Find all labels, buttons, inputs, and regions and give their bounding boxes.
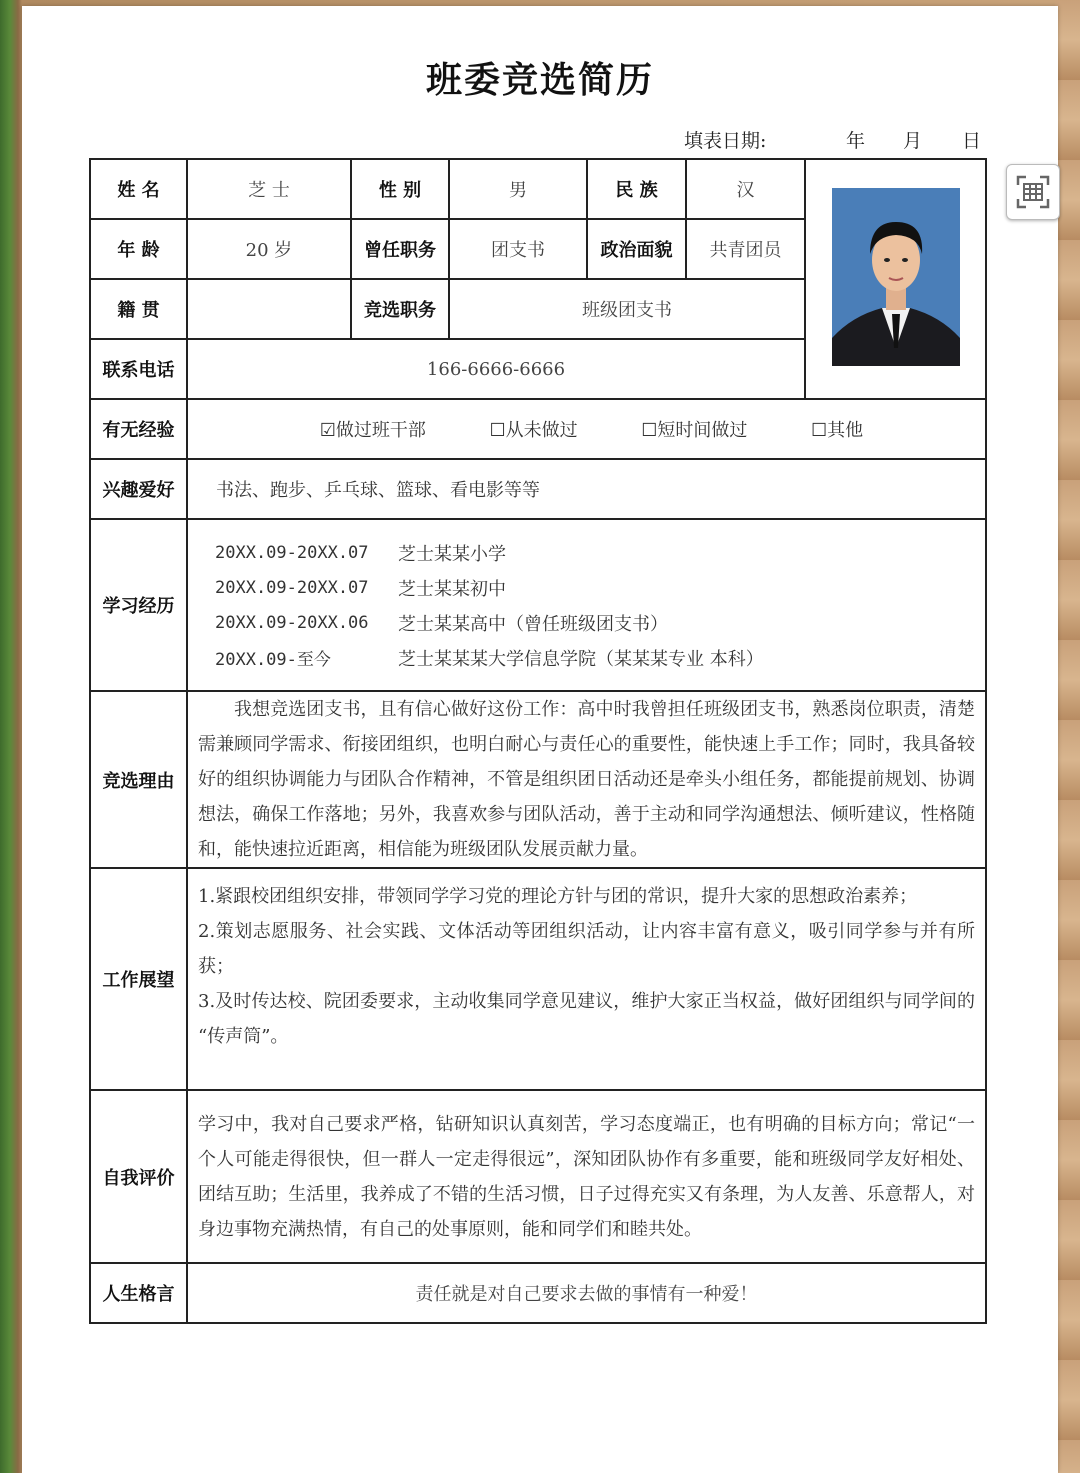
list-item [188, 640, 985, 675]
edu-period: 20XX.09-20XX.07 [215, 577, 369, 598]
outlook-item: 2.策划志愿服务、社会实践、文体活动等团组织活动，让内容丰富有意义，吸引同学参与并有所获； [198, 921, 975, 977]
list-item [188, 535, 985, 570]
scan-icon [1016, 175, 1050, 209]
id-photo [832, 188, 960, 366]
origin-value [187, 279, 351, 339]
outlook-cell [187, 868, 986, 1090]
age-label: 年 龄 [90, 219, 187, 279]
self-eval-cell [187, 1090, 986, 1263]
page-title: 班委竞选简历 [425, 59, 654, 101]
hobby-value: 书法、跑步、乒乓球、篮球、看电影等等 [187, 459, 986, 519]
education-list [187, 519, 986, 691]
edu-school: 芝士某某初中 [398, 578, 506, 600]
gender-label: 性 别 [351, 159, 449, 219]
run-role-value: 班级团支书 [449, 279, 805, 339]
origin-label: 籍 贯 [90, 279, 187, 339]
name-value: 芝 士 [187, 159, 351, 219]
reason-text: 我想竞选团支书，且有信心做好这份工作：高中时我曾担任班级团支书，熟悉岗位职责，清楚需兼顾同学需求、衔接团组织，也明白耐心与责任心的重要性，能快速上手工作；同时，我具备较好的组织协调能力与团队合作精神，不管是组织团日活动还是牵头小组任务，都能提前规划、协调想法，确保工作落地；另外，我喜欢参与团队活动，善于主动和同学沟通想法、倾听建议，性格随和，能快速拉近距离，相信能为班级团队发展贡献力量。 [198, 699, 975, 860]
list-item [188, 570, 985, 605]
outlook-item: 3.及时传达校、院团委要求，主动收集同学意见建议，维护大家正当权益，做好团组织与同学间的 “传声筒”。 [198, 991, 975, 1047]
political-label: 政治面貌 [587, 219, 686, 279]
edu-school: 芝士某某小学 [398, 543, 506, 565]
scan-button[interactable] [1006, 164, 1060, 220]
edu-period: 20XX.09-20XX.07 [215, 542, 369, 563]
education-label: 学习经历 [90, 519, 187, 691]
age-value: 20 岁 [187, 219, 351, 279]
hobby-label: 兴趣爱好 [90, 459, 187, 519]
outlook-item: 1.紧跟校团组织安排，带领同学学习党的理论方针与团的常识，提升大家的思想政治素养； [198, 886, 918, 907]
motto-label: 人生格言 [90, 1263, 187, 1323]
political-value: 共青团员 [686, 219, 805, 279]
date-month: 月 [903, 130, 923, 152]
ethnic-value: 汉 [686, 159, 805, 219]
date-label: 填表日期: [684, 130, 767, 152]
self-eval-text: 学习中，我对自己要求严格，钻研知识认真刻苦，学习态度端正，也有明确的目标方向；常记“一个人可能走得很快，但一群人一定走得很远”，深知团队协作有多重要，能和班级同学友好相处、团结互助；生活里，我养成了不错的生活习惯，日子过得充实又有条理，为人友善、乐意帮人，对身边事物充满热情，有自己的处事原则，能和同学们和睦共处。 [198, 1113, 975, 1240]
experience-options [187, 399, 986, 459]
edu-period: 20XX.09-至今 [215, 650, 331, 670]
reason-label: 竞选理由 [90, 691, 187, 868]
outlook-label: 工作展望 [90, 868, 187, 1090]
wood-background [1055, 0, 1080, 1473]
motto-text: 责任就是对自己要求去做的事情有一种爱！ [187, 1263, 986, 1323]
checkbox-option[interactable]: ☐短时间做过 [641, 420, 748, 441]
self-eval-label: 自我评价 [90, 1090, 187, 1263]
phone-value: 166-6666-6666 [187, 339, 805, 399]
photo-cell [805, 159, 986, 399]
checkbox-option[interactable]: ☑做过班干部 [319, 420, 426, 441]
edu-school: 芝士某某高中（曾任班级团支书） [398, 613, 668, 635]
resume-table [89, 158, 987, 1324]
edu-period: 20XX.09-20XX.06 [215, 612, 369, 633]
phone-label: 联系电话 [90, 339, 187, 399]
ethnic-label: 民 族 [587, 159, 686, 219]
reason-cell [187, 691, 986, 868]
list-item [188, 605, 985, 640]
checkbox-option[interactable]: ☐从未做过 [489, 420, 578, 441]
date-day: 日 [962, 130, 982, 152]
run-role-label: 竞选职务 [351, 279, 449, 339]
prev-role-value: 团支书 [449, 219, 587, 279]
checkbox-option[interactable]: ☐其他 [811, 420, 864, 441]
edu-school: 芝士某某某大学信息学院（某某某专业 本科） [398, 648, 764, 670]
gender-value: 男 [449, 159, 587, 219]
date-year: 年 [846, 130, 866, 152]
name-label: 姓 名 [90, 159, 187, 219]
experience-label: 有无经验 [90, 399, 187, 459]
prev-role-label: 曾任职务 [351, 219, 449, 279]
